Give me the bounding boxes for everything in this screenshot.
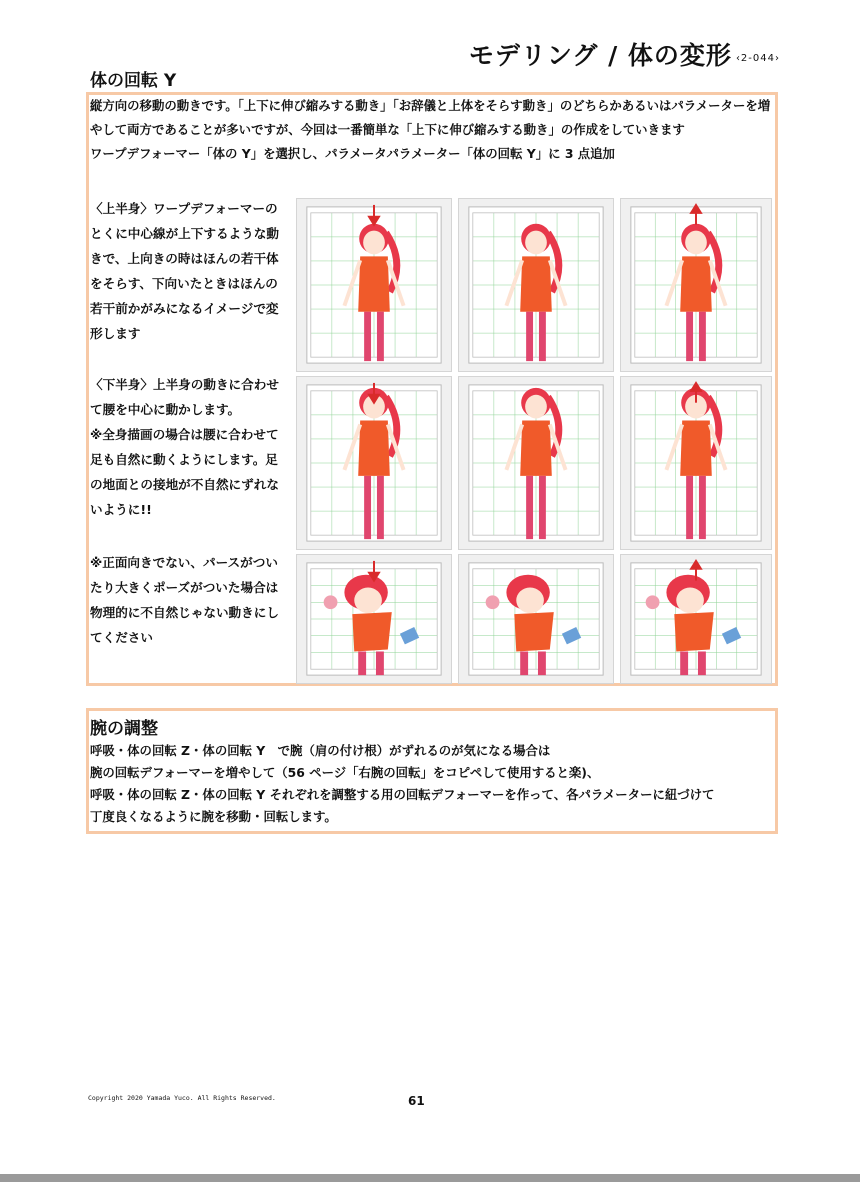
figure-grid	[296, 198, 776, 684]
section-title-body-rotation-y: 体の回転 Y	[90, 71, 177, 91]
arm-adjust-text	[90, 740, 774, 828]
lower-body-text	[90, 372, 288, 522]
figure-panel-perspective	[620, 554, 772, 684]
page-number: 61	[408, 1094, 425, 1108]
arm-adjust-line: 腕の回転デフォーマーを増やして（56 ページ「右腕の回転」をコピペして使用すると楽)、	[90, 765, 600, 780]
upper-body-paragraph: 〈上半身〉ワープデフォーマーのとくに中心線が上下するような動きで、上向きの時はほんの若干体をそらす、下向いたときはほんの若干前かがみになるイメージで変形します	[90, 201, 279, 341]
upper-body-text	[90, 196, 288, 346]
figure-panel-upper-body	[458, 198, 614, 372]
page-header	[469, 36, 780, 72]
copyright: Copyright 2020 Yamada Yuco. All Rights Reserved.	[88, 1094, 276, 1102]
figure-panel-upper-body	[296, 198, 452, 372]
intro-paragraph: 縦方向の移動の動きです。「上下に伸び縮みする動き」「お辞儀と上体をそらす動き」のどちらかあるいはパラメーターを増やして両方であることが多いですが、今回は一番簡単な「上下に伸び縮みする動き」の作成をしていきます	[90, 98, 771, 137]
figure-panel-lower-body	[458, 376, 614, 550]
section-title-arm-adjust: 腕の調整	[90, 719, 158, 739]
bottom-bar	[0, 1174, 860, 1182]
arm-adjust-line: 呼吸・体の回転 Z・体の回転 Y で腕（肩の付け根）がずれるのが気になる場合は	[90, 743, 551, 758]
page-title: モデリング / 体の変形	[468, 41, 732, 70]
arm-adjust-line: 丁度良くなるように腕を移動・回転します。	[90, 809, 337, 824]
figure-panel-upper-body	[620, 198, 772, 372]
figure-panel-lower-body	[620, 376, 772, 550]
perspective-note: ※正面向きでない、パースがついたり大きくポーズがついた場合は物理的に不自然じゃない動きにしてください	[90, 555, 279, 645]
arm-adjust-line: 呼吸・体の回転 Z・体の回転 Y それぞれを調整する用の回転デフォーマーを作って、各パラメーターに紐づけて	[90, 787, 715, 802]
figure-panel-perspective	[296, 554, 452, 684]
intro-text	[90, 94, 772, 166]
figure-panel-perspective	[458, 554, 614, 684]
figure-panel-lower-body	[296, 376, 452, 550]
lower-body-note: ※全身描画の場合は腰に合わせて足も自然に動くようにします。足の地面との接地が不自然にずれないように!!	[90, 427, 279, 517]
intro-instruction: ワープデフォーマー「体の Y」を選択し、パラメータパラメーター「体の回転 Y」に 3 点追加	[90, 146, 615, 161]
perspective-note-text	[90, 550, 288, 650]
page-code: ‹2-044›	[735, 53, 780, 64]
lower-body-paragraph: 〈下半身〉上半身の動きに合わせて腰を中心に動かします。	[90, 377, 279, 417]
